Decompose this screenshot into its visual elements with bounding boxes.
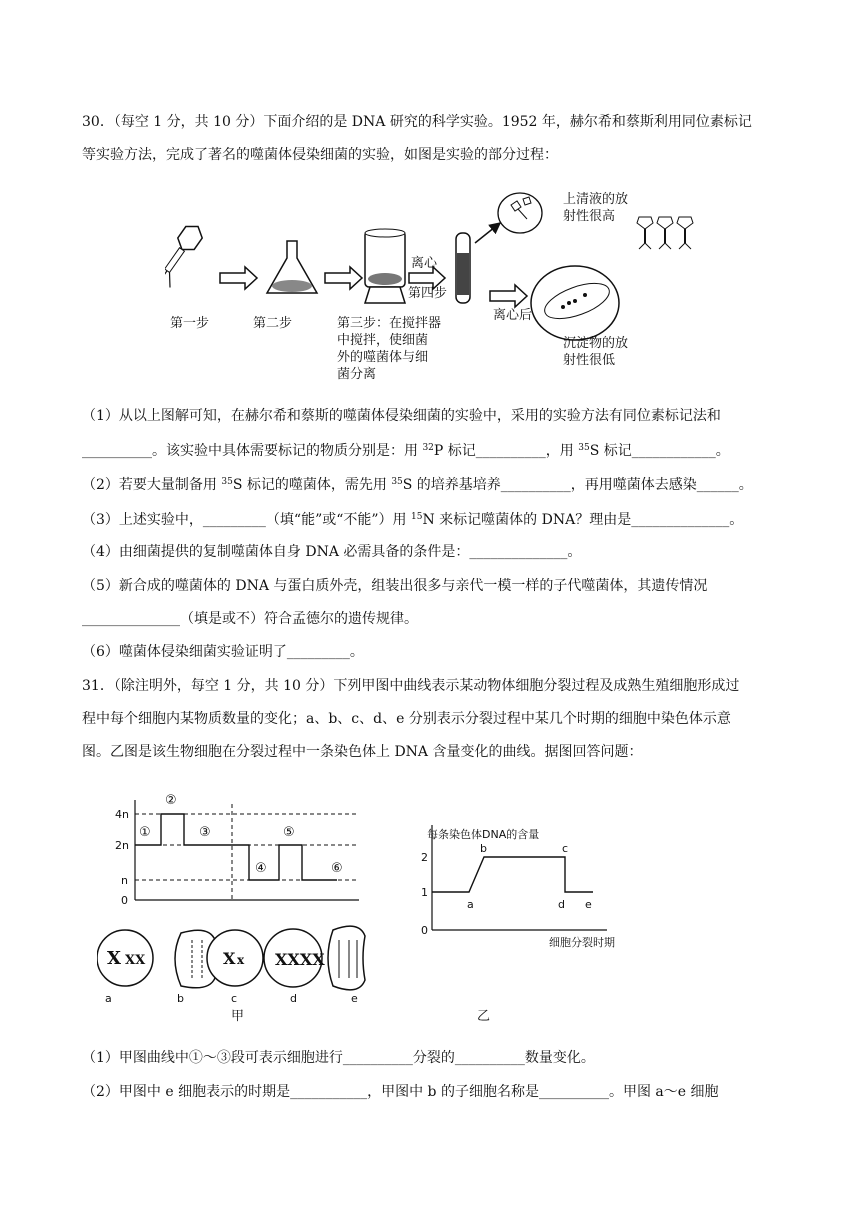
yi-point-a: a bbox=[467, 898, 474, 911]
cell-label-d: d bbox=[290, 992, 297, 1005]
jia-segment-5: ⑤ bbox=[283, 825, 295, 840]
text: （3）上述实验中，_________（填“能”或“不能”）用 bbox=[82, 512, 411, 528]
q31-part2: （2）甲图中 e 细胞表示的时期是___________，甲图中 b 的子细胞名称是__________。甲图 a～e 细胞 bbox=[82, 1084, 719, 1100]
label-sediment-line2: 射性很低 bbox=[563, 353, 616, 368]
label-step3-line3: 外的噬菌体与细 bbox=[337, 350, 429, 365]
superscript: 35 bbox=[221, 477, 233, 487]
jia-chart-axes bbox=[135, 800, 359, 900]
svg-text:X: X bbox=[107, 948, 121, 969]
svg-text:x: x bbox=[237, 953, 245, 967]
label-sediment-line1: 沉淀物的放 bbox=[563, 336, 629, 351]
arrow-icon bbox=[490, 285, 527, 307]
test-tube-icon bbox=[456, 233, 470, 303]
q30-intro-line1: 30．（每空 1 分，共 10 分）下面介绍的是 DNA 研究的科学实验。1952 年，赫尔希和蔡斯利用同位素标记 bbox=[82, 114, 752, 130]
text: S 标记____________。 bbox=[589, 443, 730, 459]
label-centrifuge: 离心 bbox=[411, 256, 438, 271]
blender-icon bbox=[365, 229, 405, 303]
label-supernatant-line1: 上清液的放 bbox=[563, 192, 629, 207]
yi-point-d: d bbox=[558, 898, 565, 911]
svg-text:XX: XX bbox=[125, 953, 146, 968]
cell-label-c: c bbox=[231, 992, 238, 1005]
phage-icon bbox=[165, 220, 208, 289]
svg-text:X: X bbox=[223, 949, 236, 968]
jia-caption: 甲 bbox=[231, 1009, 245, 1024]
yi-point-e: e bbox=[585, 898, 592, 911]
jia-ylabel-2n: 2n bbox=[115, 839, 129, 852]
label-step3-line4: 菌分离 bbox=[337, 367, 377, 382]
cell-c-icon bbox=[207, 930, 263, 986]
svg-text:XXXX: XXXX bbox=[275, 950, 325, 969]
yi-point-b: b bbox=[480, 842, 487, 855]
q30-part5-line1: （5）新合成的噬菌体的 DNA 与蛋白质外壳，组装出很多与亲代一模一样的子代噬菌体，其遗传情况 bbox=[82, 578, 708, 594]
q31-intro-line1: 31．（除注明外，每空 1 分，共 10 分）下列甲图中曲线表示某动物体细胞分裂过程及成熟生殖细胞形成过 bbox=[82, 678, 740, 694]
label-supernatant-line2: 射性很高 bbox=[563, 209, 616, 224]
cell-e-icon bbox=[328, 926, 365, 990]
jia-segment-3: ③ bbox=[199, 825, 211, 840]
text: S 的培养基培养__________，再用噬菌体去感染______。 bbox=[402, 477, 753, 493]
label-step2: 第二步 bbox=[253, 316, 293, 331]
q30-part1-line2 bbox=[82, 438, 730, 461]
q30-part5-line2: ______________（填是或不）符合孟德尔的遗传规律。 bbox=[82, 611, 418, 627]
label-step4: 第四步 bbox=[408, 286, 448, 301]
superscript: 35 bbox=[391, 477, 403, 487]
cell-division-figure bbox=[97, 790, 617, 1030]
jia-curve bbox=[135, 814, 337, 880]
q30-intro-line2: 等实验方法，完成了著名的噬菌体侵染细菌的实验，如图是实验的部分过程： bbox=[82, 147, 558, 163]
q30-part4: （4）由细菌提供的复制噬菌体自身 DNA 必需具备的条件是：______________。 bbox=[82, 544, 582, 560]
cell-d-icon bbox=[264, 929, 325, 987]
q30-part6: （6）噬菌体侵染细菌实验证明了_________。 bbox=[82, 644, 364, 660]
yi-curve bbox=[432, 857, 593, 892]
cell-label-a: a bbox=[105, 992, 112, 1005]
jia-segment-1: ① bbox=[139, 825, 151, 840]
q31-intro-line3: 图。乙图是该生物细胞在分裂过程中一条染色体上 DNA 含量变化的曲线。据图回答问题： bbox=[82, 744, 643, 760]
phage-experiment-figure bbox=[165, 183, 705, 388]
arrow-icon bbox=[220, 267, 257, 289]
yi-xlabel: 细胞分裂时期 bbox=[549, 936, 615, 949]
text: N 来标记噬菌体的 DNA？理由是______________。 bbox=[422, 512, 744, 528]
cell-label-b: b bbox=[177, 992, 184, 1005]
yi-point-c: c bbox=[562, 842, 569, 855]
label-after-centrifuge: 离心后 bbox=[493, 308, 533, 323]
yi-tick-1: 1 bbox=[421, 886, 428, 899]
yi-caption: 乙 bbox=[477, 1009, 491, 1024]
yi-tick-0: 0 bbox=[421, 924, 428, 937]
label-step3-line2: 中搅拌，使细菌 bbox=[337, 333, 429, 348]
label-step1: 第一步 bbox=[170, 316, 210, 331]
cell-a-icon bbox=[97, 930, 153, 986]
text: __________。该实验中具体需要标记的物质分别是：用 bbox=[82, 443, 423, 459]
jia-segment-4: ④ bbox=[255, 861, 267, 876]
text: P 标记__________，用 bbox=[433, 443, 579, 459]
jia-ylabel-0: 0 bbox=[121, 894, 128, 907]
q30-part1-line1: （1）从以上图解可知，在赫尔希和蔡斯的噬菌体侵染细菌的实验中，采用的实验方法有同位素标记法和 bbox=[82, 408, 721, 424]
superscript: 32 bbox=[422, 443, 434, 453]
yi-ylabel: 每条染色体DNA的含量 bbox=[427, 828, 540, 841]
flask-icon bbox=[267, 241, 317, 293]
label-step3-line1: 第三步：在搅拌器 bbox=[337, 316, 442, 331]
superscript: 35 bbox=[578, 443, 590, 453]
q31-part1: （1）甲图曲线中①～③段可表示细胞进行__________分裂的__________数量变化。 bbox=[82, 1050, 595, 1066]
jia-segment-6: ⑥ bbox=[331, 861, 343, 876]
arrow-icon bbox=[325, 267, 362, 289]
phage-icon bbox=[637, 217, 693, 249]
jia-segment-2: ② bbox=[165, 793, 177, 808]
superscript: 15 bbox=[411, 512, 423, 522]
sediment-circle-icon bbox=[531, 266, 619, 340]
q31-intro-line2: 程中每个细胞内某物质数量的变化；a、b、c、d、e 分别表示分裂过程中某几个时期的细胞中染色体示意 bbox=[82, 711, 731, 727]
jia-ylabel-n: n bbox=[121, 874, 128, 887]
q30-part3 bbox=[82, 507, 743, 530]
text: S 标记的噬菌体，需先用 bbox=[232, 477, 392, 493]
cell-label-e: e bbox=[351, 992, 358, 1005]
yi-tick-2: 2 bbox=[421, 851, 428, 864]
supernatant-circle-icon bbox=[498, 193, 542, 233]
jia-ylabel-4n: 4n bbox=[115, 808, 129, 821]
jia-chart-gridlines bbox=[135, 804, 359, 900]
q30-part2 bbox=[82, 472, 753, 495]
text: （2）若要大量制备用 bbox=[82, 477, 222, 493]
